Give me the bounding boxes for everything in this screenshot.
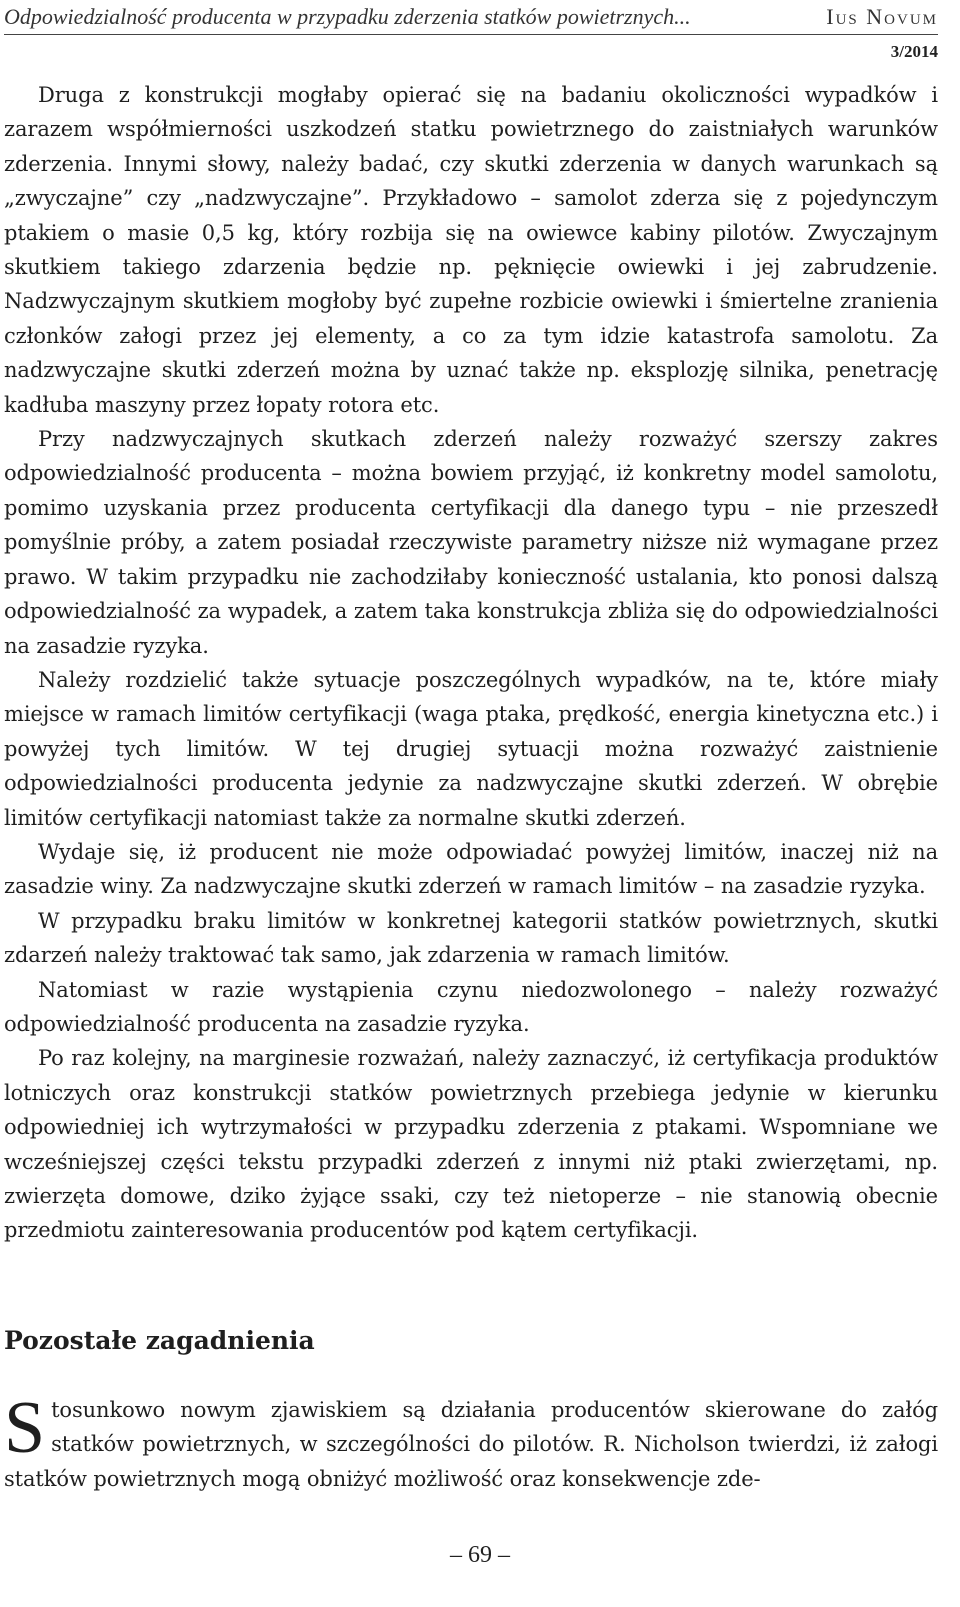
section-text: tosunkowo nowym zjawiskiem są działania producentów skierowane do załóg statków powietrznych, w szczególności do pilotów. R. Nicholson twierdzi, iż załogi statków powietrznych mogą obniżyć możliwość oraz konsekwencje zde- bbox=[4, 1398, 938, 1491]
section-paragraph bbox=[4, 1387, 938, 1496]
paragraph: W przypadku braku limitów w konkretnej kategorii statków powietrznych, skutki zdarzeń należy traktować tak samo, jak zdarzenia w ramach limitów. bbox=[4, 908, 938, 968]
section-heading: Pozostałe zagadnienia bbox=[4, 1326, 315, 1355]
issue-number: 3/2014 bbox=[890, 42, 938, 61]
page-number: – 69 – bbox=[450, 1542, 510, 1568]
section-body bbox=[4, 1387, 938, 1496]
paragraph: Natomiast w razie wystąpienia czynu niedozwolonego – należy rozważyć odpowiedzialność producenta na zasadzie ryzyka. bbox=[4, 977, 938, 1036]
paragraph: Przy nadzwyczajnych skutkach zderzeń należy rozważyć szerszy zakres odpowiedzialność producenta – można bowiem przyjąć, iż konkretny model samolotu, pomimo uzyskania przez producenta certyfikacji dla danego typu – nie przeszedł pomyślnie próby, a zatem posiadał rzeczywiste parametry niższe niż wymagane przez prawo. W takim przypadku nie zachodziłaby konieczność ustalania, kto ponosi dalszą odpowiedzialność za wypadek, a zatem taka konstrukcja zbliża się do odpowiedzialności na zasadzie ryzyka. bbox=[4, 427, 938, 658]
paragraph: Wydaje się, iż producent nie może odpowiadać powyżej limitów, inaczej niż na zasadzie winy. Za nadzwyczajne skutki zderzeń w ramach limitów – na zasadzie ryzyka. bbox=[4, 839, 938, 899]
running-title: Odpowiedzialność producenta w przypadku zderzenia statków powietrznych... bbox=[4, 4, 691, 29]
paragraph: Druga z konstrukcji mogłaby opierać się na badaniu okoliczności wypadków i zarazem współmierności uszkodzeń statku powietrznego do zaistniałych warunków zderzenia. Innymi słowy, należy badać, czy skutki zderzenia w danych warunkach są „zwyczajne” czy „nadzwyczajne”. Przykładowo – samolot zderza się z pojedynczym ptakiem o masie 0,5 kg, który rozbija się na owiewce kabiny pilotów. Zwyczajnym skutkiem takiego zdarzenia będzie np. pęknięcie owiewki i jej zabrudzenie. Nadzwyczajnym skutkiem mogłoby być zupełne rozbicie owiewki i śmiertelne zranienia członków załogi przez jej elementy, a co za tym idzie katastrofa samolotu. Za nadzwyczajne skutki zderzeń można by uznać także np. eksplozję silnika, penetrację kadłuba maszyny przez łopaty rotora etc. bbox=[4, 83, 938, 417]
journal-name: Ius Novum bbox=[826, 4, 938, 29]
article-body bbox=[4, 78, 938, 1248]
running-header bbox=[4, 0, 938, 35]
paragraph: Po raz kolejny, na marginesie rozważań, należy zaznaczyć, iż certyfikacja produktów lotniczych oraz konstrukcji statków powietrznych przebiega jedynie w kierunku odpowiedniej ich wytrzymałości w przypadku zderzenia z ptakami. Wspomniane we wcześniejszej części tekstu przypadki zderzeń z innymi niż ptaki zwierzętami, np. zwierzęta domowe, dziko żyjące ssaki, czy też nietoperze – nie stanowią obecnie przedmiotu zainteresowania producentów pod kątem certyfikacji. bbox=[4, 1046, 938, 1243]
paragraph: Należy rozdzielić także sytuacje poszczególnych wypadków, na te, które miały miejsce w ramach limitów certyfikacji (waga ptaka, prędkość, energia kinetyczna etc.) i powyżej tych limitów. W tej drugiej sytuacji można rozważyć zaistnienie odpowiedzialności producenta jedynie za nadzwyczajne skutki zderzeń. W obrębie limitów certyfikacji natomiast także za normalne skutki zderzeń. bbox=[4, 667, 938, 830]
drop-cap: S bbox=[4, 1387, 46, 1469]
